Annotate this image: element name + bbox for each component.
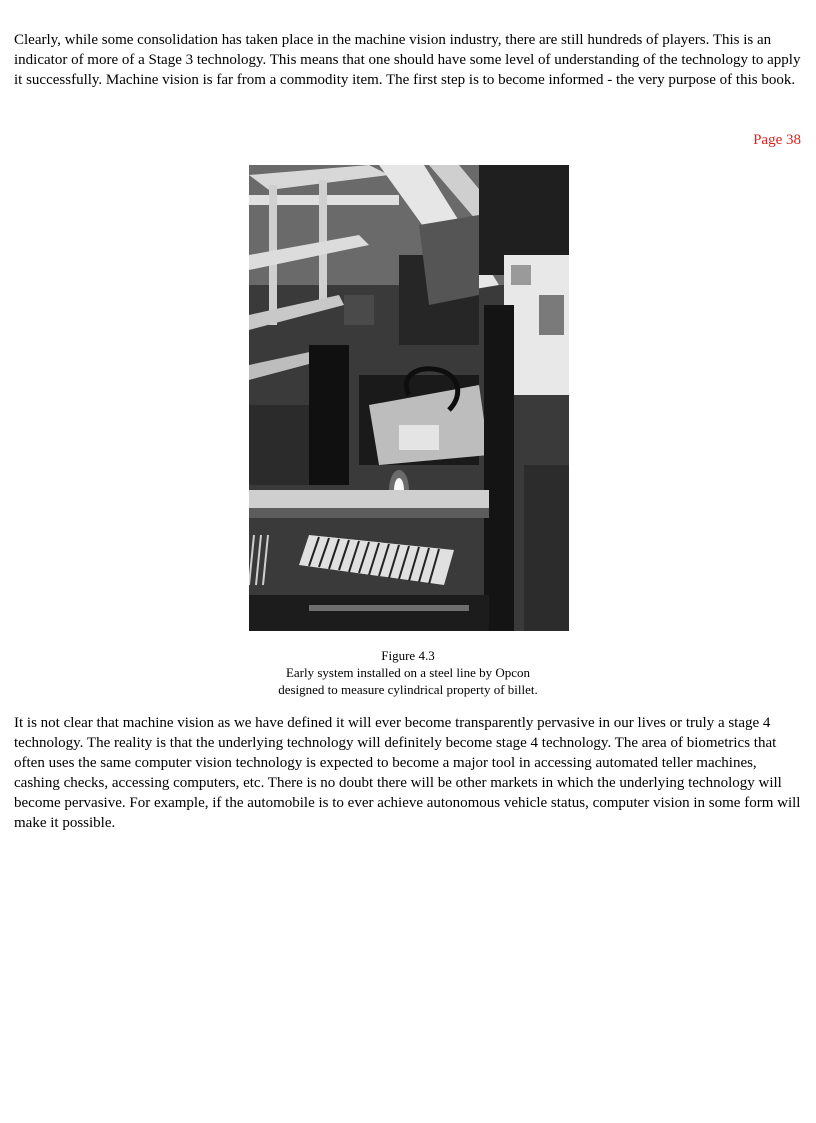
- figure-photo-steel-line: [249, 165, 569, 631]
- figure-caption-line-2: designed to measure cylindrical property of billet.: [278, 682, 538, 697]
- body-paragraph-1: Clearly, while some consolidation has taken place in the machine vision industry, there are still hundreds of players. This is an indicator of more of a Stage 3 technology. This means that one should have some level of understanding of the technology to apply it successfully. Machine vision is far from a commodity item. The first step is to become informed - the very purpose of this book.: [14, 32, 801, 88]
- figure-caption: [0, 647, 816, 698]
- page-number: Page 38: [753, 132, 801, 148]
- figure-number: Figure 4.3: [381, 648, 435, 663]
- figure-caption-line-1: Early system installed on a steel line by Opcon: [285, 665, 531, 680]
- body-paragraph-2: It is not clear that machine vision as we have defined it will ever become transparently pervasive in our lives or truly a stage 4 technology. The reality is that the underlying technology will definitely become stage 4 technology. The area of biometrics that often uses the same computer vision technology is expected to become a major tool in accessing automated teller machines, cashing checks, accessing computers, etc. There is no doubt there will be other markets in which the underlying technology will become pervasive. For example, if the automobile is to ever achieve autonomous vehicle status, computer vision in some form will make it possible.: [14, 715, 801, 831]
